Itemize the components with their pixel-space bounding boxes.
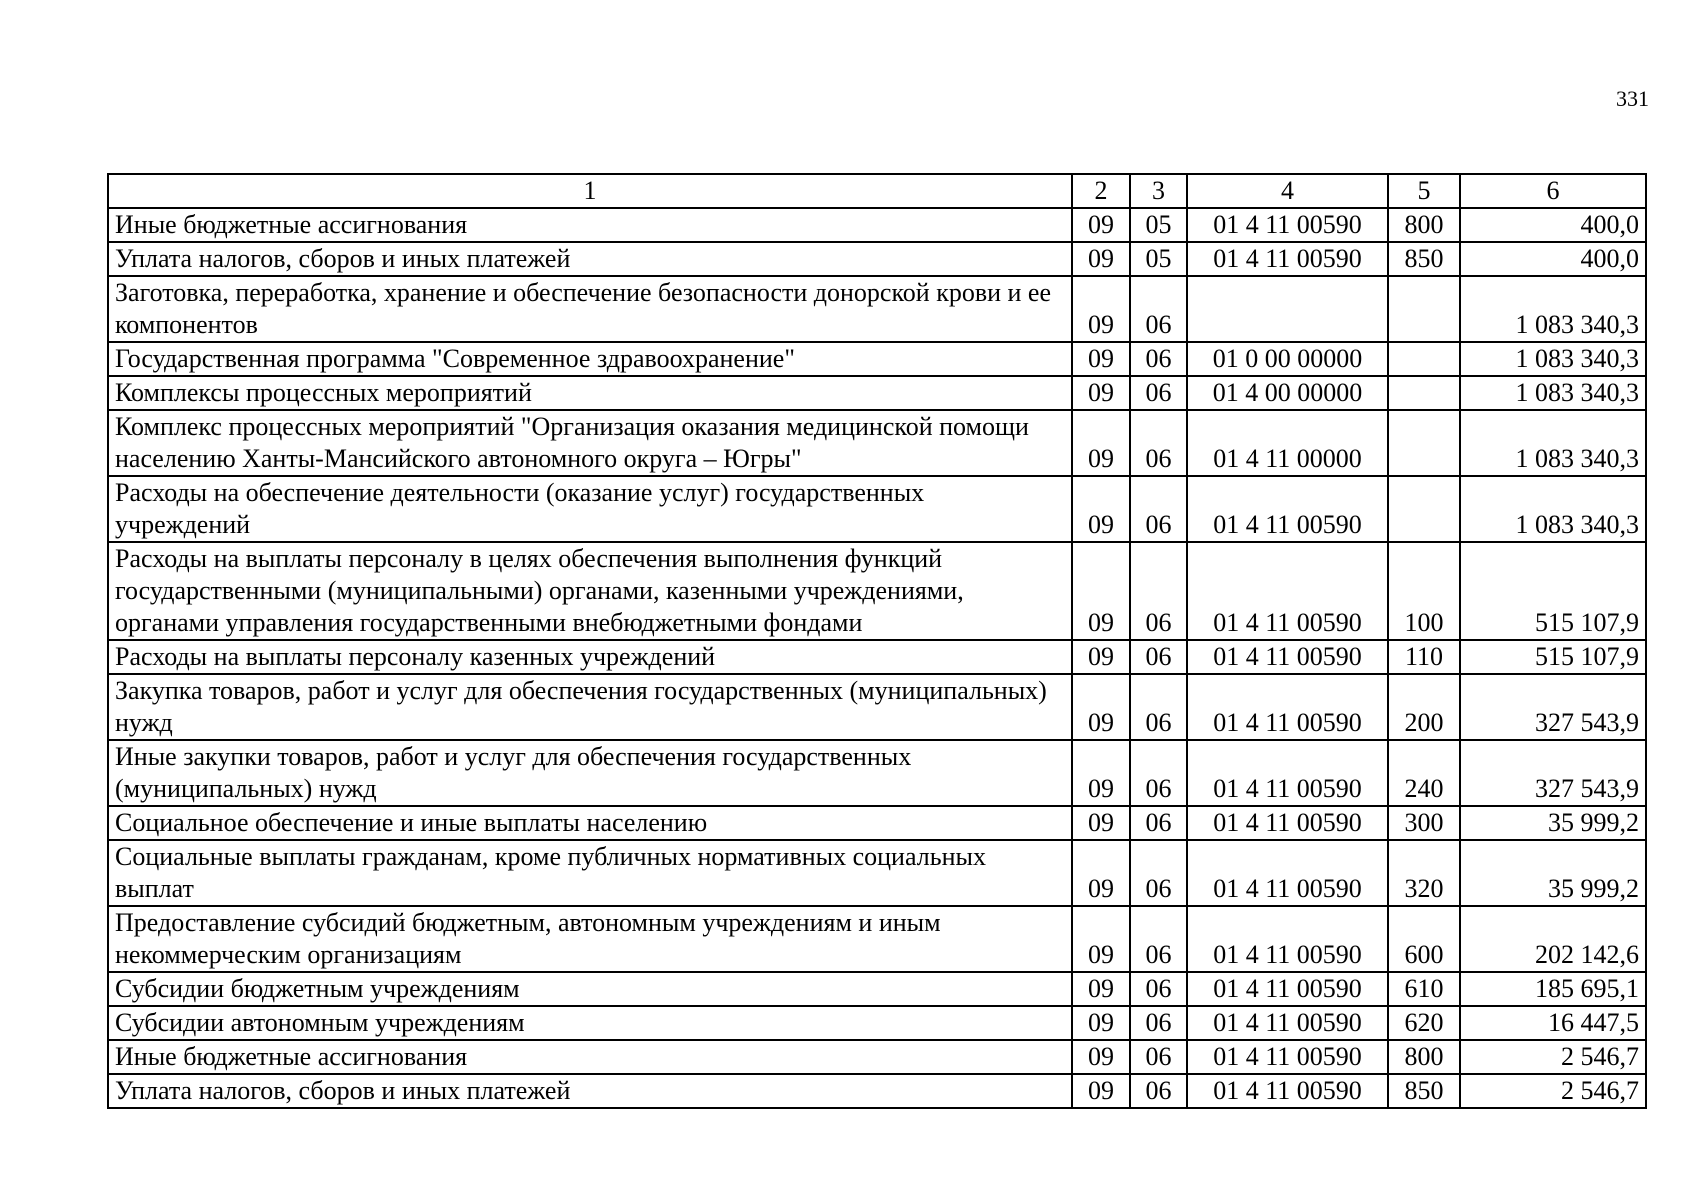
row-subsection-cell: 05 — [1130, 208, 1187, 242]
row-target-article-cell: 01 4 00 00000 — [1187, 376, 1388, 410]
row-subsection-cell: 06 — [1130, 740, 1187, 806]
table-row — [108, 1074, 1646, 1108]
row-subsection-cell: 06 — [1130, 376, 1187, 410]
table-row — [108, 242, 1646, 276]
row-amount-cell: 35 999,2 — [1460, 840, 1646, 906]
row-subsection-cell: 06 — [1130, 674, 1187, 740]
row-target-article-cell: 01 4 11 00590 — [1187, 542, 1388, 640]
table-row — [108, 542, 1646, 640]
table-row — [108, 342, 1646, 376]
row-target-article-cell: 01 4 11 00000 — [1187, 410, 1388, 476]
row-subsection-cell: 06 — [1130, 542, 1187, 640]
row-target-article-cell: 01 4 11 00590 — [1187, 972, 1388, 1006]
table-row — [108, 376, 1646, 410]
row-target-article-cell: 01 4 11 00590 — [1187, 674, 1388, 740]
row-name-cell: Иные бюджетные ассигнования — [108, 1040, 1072, 1074]
row-amount-cell: 327 543,9 — [1460, 740, 1646, 806]
row-expense-type-cell: 850 — [1388, 1074, 1460, 1108]
row-name-cell: Комплексы процессных мероприятий — [108, 376, 1072, 410]
row-amount-cell: 515 107,9 — [1460, 640, 1646, 674]
row-name-cell: Расходы на выплаты персоналу в целях обеспечения выполнения функций государственными (муниципальными) органами, казенными учреждениями, органами управления государственными внебюджетными фондами — [108, 542, 1072, 640]
row-target-article-cell: 01 4 11 00590 — [1187, 476, 1388, 542]
row-name-cell: Субсидии автономным учреждениям — [108, 1006, 1072, 1040]
row-subsection-cell: 06 — [1130, 806, 1187, 840]
row-amount-cell: 202 142,6 — [1460, 906, 1646, 972]
row-target-article-cell — [1187, 276, 1388, 342]
row-amount-cell: 2 546,7 — [1460, 1074, 1646, 1108]
row-name-cell: Комплекс процессных мероприятий "Организация оказания медицинской помощи населению Ханты-Мансийского автономного округа – Югры" — [108, 410, 1072, 476]
row-expense-type-cell: 100 — [1388, 542, 1460, 640]
row-section-cell: 09 — [1072, 208, 1130, 242]
row-target-article-cell: 01 4 11 00590 — [1187, 208, 1388, 242]
row-subsection-cell: 06 — [1130, 972, 1187, 1006]
table-row — [108, 410, 1646, 476]
row-subsection-cell: 06 — [1130, 476, 1187, 542]
column-header-2: 2 — [1072, 174, 1130, 208]
row-amount-cell: 1 083 340,3 — [1460, 276, 1646, 342]
row-expense-type-cell: 110 — [1388, 640, 1460, 674]
row-section-cell: 09 — [1072, 476, 1130, 542]
row-section-cell: 09 — [1072, 640, 1130, 674]
column-header-6: 6 — [1460, 174, 1646, 208]
row-target-article-cell: 01 4 11 00590 — [1187, 1074, 1388, 1108]
row-section-cell: 09 — [1072, 342, 1130, 376]
row-target-article-cell: 01 4 11 00590 — [1187, 1006, 1388, 1040]
row-amount-cell: 16 447,5 — [1460, 1006, 1646, 1040]
row-expense-type-cell — [1388, 476, 1460, 542]
row-section-cell: 09 — [1072, 276, 1130, 342]
row-amount-cell: 515 107,9 — [1460, 542, 1646, 640]
table-row — [108, 476, 1646, 542]
column-header-1: 1 — [108, 174, 1072, 208]
row-target-article-cell: 01 4 11 00590 — [1187, 740, 1388, 806]
row-section-cell: 09 — [1072, 410, 1130, 476]
row-amount-cell: 400,0 — [1460, 242, 1646, 276]
row-amount-cell: 35 999,2 — [1460, 806, 1646, 840]
row-name-cell: Расходы на обеспечение деятельности (оказание услуг) государственных учреждений — [108, 476, 1072, 542]
row-expense-type-cell: 800 — [1388, 1040, 1460, 1074]
row-amount-cell: 1 083 340,3 — [1460, 342, 1646, 376]
row-target-article-cell: 01 4 11 00590 — [1187, 906, 1388, 972]
table-row — [108, 972, 1646, 1006]
row-name-cell: Социальные выплаты гражданам, кроме публичных нормативных социальных выплат — [108, 840, 1072, 906]
row-expense-type-cell: 300 — [1388, 806, 1460, 840]
table-row — [108, 276, 1646, 342]
row-section-cell: 09 — [1072, 840, 1130, 906]
row-expense-type-cell: 240 — [1388, 740, 1460, 806]
row-section-cell: 09 — [1072, 740, 1130, 806]
row-expense-type-cell — [1388, 342, 1460, 376]
row-subsection-cell: 06 — [1130, 342, 1187, 376]
row-expense-type-cell: 320 — [1388, 840, 1460, 906]
row-subsection-cell: 06 — [1130, 640, 1187, 674]
row-amount-cell: 1 083 340,3 — [1460, 476, 1646, 542]
row-target-article-cell: 01 0 00 00000 — [1187, 342, 1388, 376]
row-amount-cell: 2 546,7 — [1460, 1040, 1646, 1074]
row-name-cell: Иные закупки товаров, работ и услуг для обеспечения государственных (муниципальных) нужд — [108, 740, 1072, 806]
column-header-3: 3 — [1130, 174, 1187, 208]
row-name-cell: Государственная программа "Современное здравоохранение" — [108, 342, 1072, 376]
row-subsection-cell: 06 — [1130, 1006, 1187, 1040]
table-row — [108, 640, 1646, 674]
row-section-cell: 09 — [1072, 806, 1130, 840]
row-section-cell: 09 — [1072, 674, 1130, 740]
row-section-cell: 09 — [1072, 542, 1130, 640]
row-amount-cell: 1 083 340,3 — [1460, 410, 1646, 476]
table-row — [108, 906, 1646, 972]
table-row — [108, 840, 1646, 906]
row-name-cell: Предоставление субсидий бюджетным, автономным учреждениям и иным некоммерческим организациям — [108, 906, 1072, 972]
budget-table — [107, 173, 1647, 1109]
row-section-cell: 09 — [1072, 376, 1130, 410]
row-section-cell: 09 — [1072, 1040, 1130, 1074]
table-row — [108, 674, 1646, 740]
row-name-cell: Социальное обеспечение и иные выплаты населению — [108, 806, 1072, 840]
row-name-cell: Уплата налогов, сборов и иных платежей — [108, 1074, 1072, 1108]
row-target-article-cell: 01 4 11 00590 — [1187, 1040, 1388, 1074]
row-expense-type-cell — [1388, 410, 1460, 476]
row-expense-type-cell: 800 — [1388, 208, 1460, 242]
row-subsection-cell: 06 — [1130, 1040, 1187, 1074]
row-expense-type-cell: 600 — [1388, 906, 1460, 972]
row-subsection-cell: 06 — [1130, 840, 1187, 906]
table-row — [108, 806, 1646, 840]
row-section-cell: 09 — [1072, 972, 1130, 1006]
row-expense-type-cell — [1388, 276, 1460, 342]
row-section-cell: 09 — [1072, 242, 1130, 276]
table-row — [108, 740, 1646, 806]
row-target-article-cell: 01 4 11 00590 — [1187, 242, 1388, 276]
row-name-cell: Заготовка, переработка, хранение и обеспечение безопасности донорской крови и ее компонентов — [108, 276, 1072, 342]
table-body — [108, 208, 1646, 1108]
row-expense-type-cell: 850 — [1388, 242, 1460, 276]
row-subsection-cell: 06 — [1130, 906, 1187, 972]
row-section-cell: 09 — [1072, 1006, 1130, 1040]
row-expense-type-cell: 610 — [1388, 972, 1460, 1006]
column-header-4: 4 — [1187, 174, 1388, 208]
row-target-article-cell: 01 4 11 00590 — [1187, 806, 1388, 840]
row-section-cell: 09 — [1072, 906, 1130, 972]
row-expense-type-cell — [1388, 376, 1460, 410]
row-name-cell: Иные бюджетные ассигнования — [108, 208, 1072, 242]
row-name-cell: Уплата налогов, сборов и иных платежей — [108, 242, 1072, 276]
row-subsection-cell: 06 — [1130, 1074, 1187, 1108]
row-target-article-cell: 01 4 11 00590 — [1187, 640, 1388, 674]
row-name-cell: Закупка товаров, работ и услуг для обеспечения государственных (муниципальных) нужд — [108, 674, 1072, 740]
row-amount-cell: 1 083 340,3 — [1460, 376, 1646, 410]
page-number: 331 — [1616, 86, 1649, 111]
row-expense-type-cell: 200 — [1388, 674, 1460, 740]
table-row — [108, 1006, 1646, 1040]
table-row — [108, 208, 1646, 242]
table-row — [108, 1040, 1646, 1074]
row-amount-cell: 185 695,1 — [1460, 972, 1646, 1006]
row-subsection-cell: 06 — [1130, 410, 1187, 476]
column-header-5: 5 — [1388, 174, 1460, 208]
row-expense-type-cell: 620 — [1388, 1006, 1460, 1040]
row-target-article-cell: 01 4 11 00590 — [1187, 840, 1388, 906]
row-amount-cell: 327 543,9 — [1460, 674, 1646, 740]
table-header-row — [108, 174, 1646, 208]
row-subsection-cell: 06 — [1130, 276, 1187, 342]
row-subsection-cell: 05 — [1130, 242, 1187, 276]
row-amount-cell: 400,0 — [1460, 208, 1646, 242]
row-name-cell: Субсидии бюджетным учреждениям — [108, 972, 1072, 1006]
row-section-cell: 09 — [1072, 1074, 1130, 1108]
row-name-cell: Расходы на выплаты персоналу казенных учреждений — [108, 640, 1072, 674]
